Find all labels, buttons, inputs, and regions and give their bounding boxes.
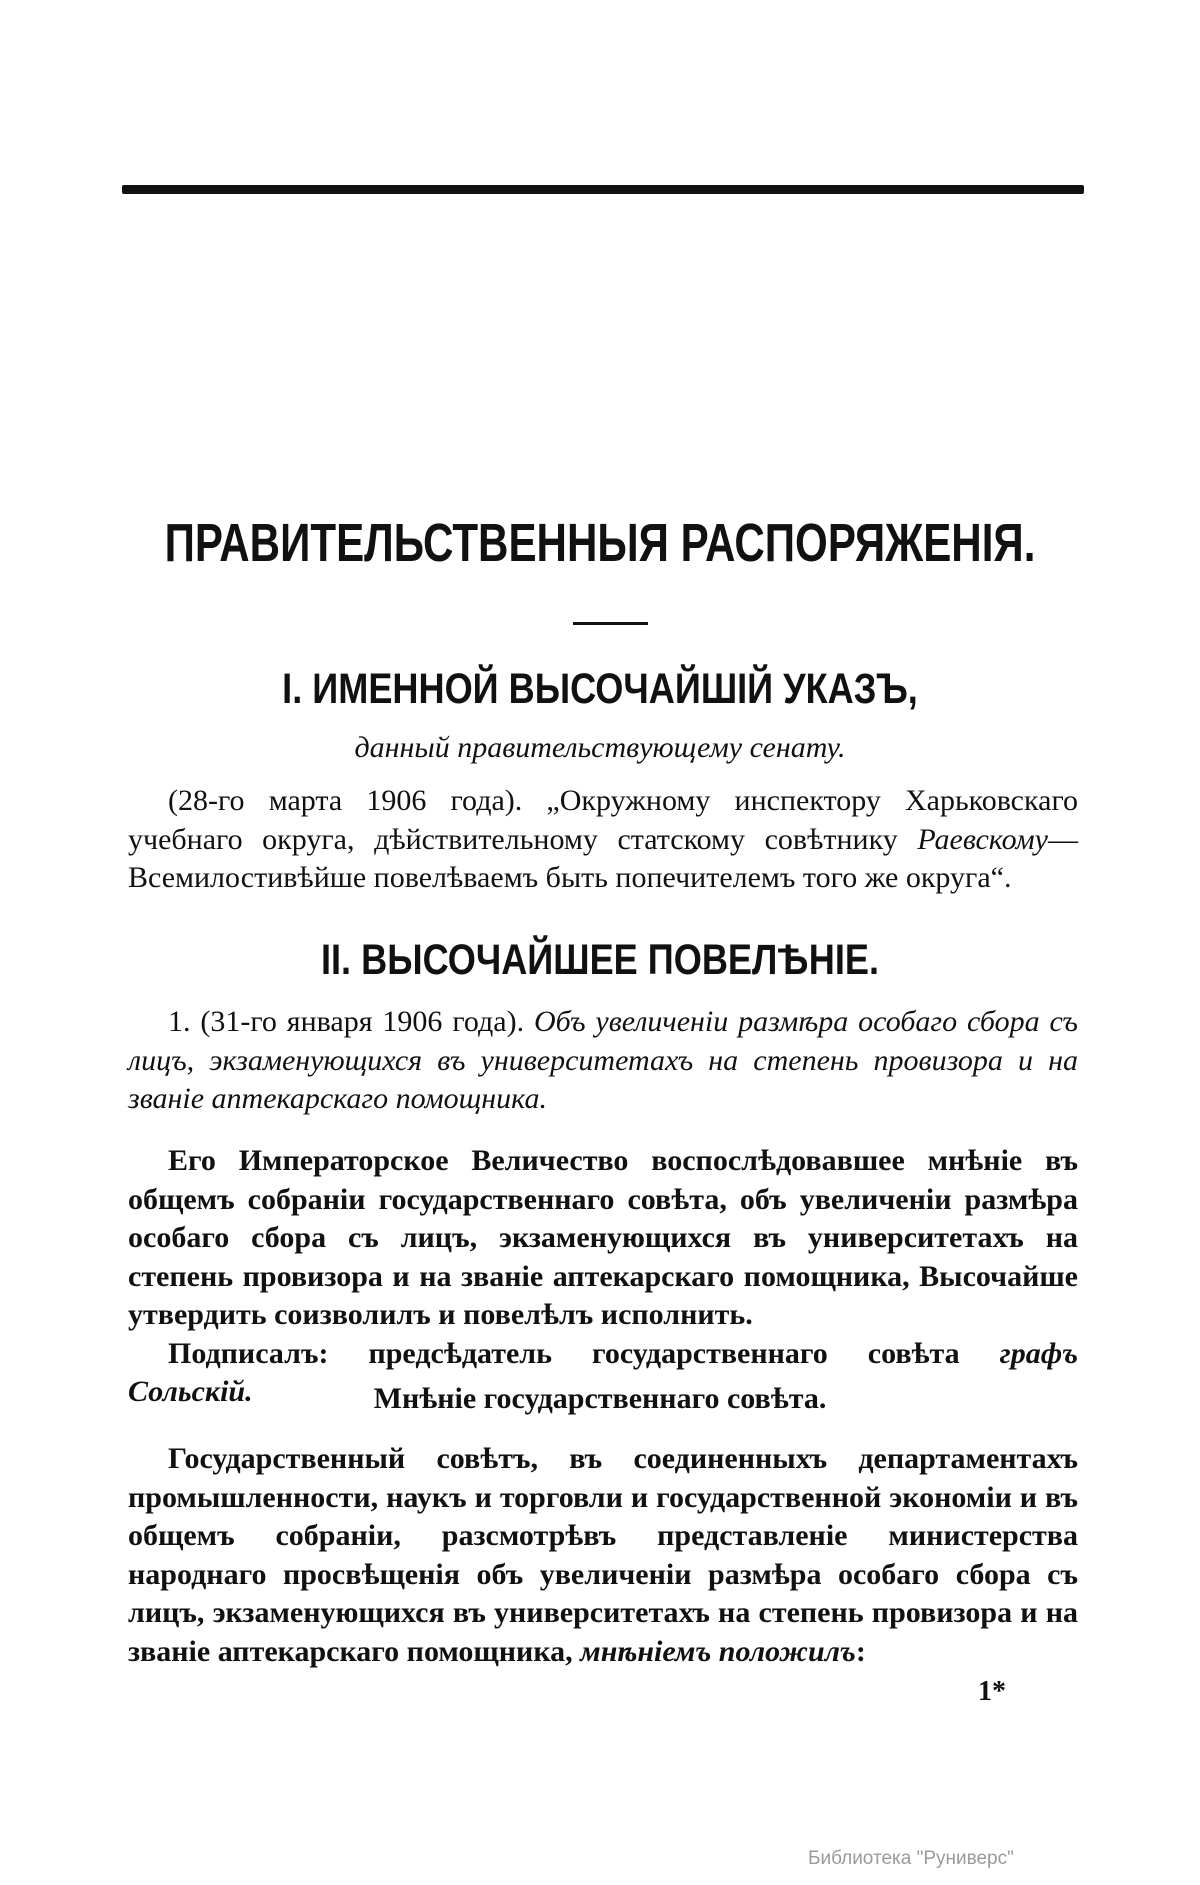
library-watermark: Библиотека "Руниверс": [808, 1848, 1014, 1869]
opinion-heading: Мнѣніе государственнаго совѣта.: [373, 1382, 827, 1415]
opinion-text-end: :: [855, 1634, 866, 1668]
page-number: 1*: [978, 1676, 1006, 1707]
signed-text: Подписалъ: предсѣдатель государственнаго совѣта: [168, 1336, 1000, 1370]
opinion-paragraph: [128, 1440, 1078, 1671]
decree-text-start: (28-го марта 1906 года). „Окружному инспектору Харьковскаго учебнаго округа, дѣйствительному статскому совѣтнику: [128, 784, 1078, 856]
section1-heading: I. ИМЕННОЙ ВЫСОЧАЙШІЙ УКАЗЪ,: [282, 665, 918, 713]
command-item-text: [128, 1003, 1078, 1119]
section1-subtitle: данный правительствующему сенату.: [354, 731, 846, 764]
signed-name: графъ Сольскій.: [128, 1336, 1078, 1408]
section2-heading: II. ВЫСОЧАЙШЕЕ ПОВЕЛѢНІЕ.: [320, 936, 880, 984]
decree-text: [128, 782, 1078, 898]
approval-text: Его Императорское Величество воспослѣдовавшее мнѣніе въ общемъ собраніи государственнаго совѣта, объ увеличеніи размѣра особаго сбора съ лицъ, экзаменующихся въ университетахъ на степень провизора и на званіе аптекарскаго помощника, Высочайше утвердить соизволилъ и повелѣлъ исполнить.: [128, 1144, 1078, 1331]
approval-paragraph: [128, 1142, 1078, 1412]
opinion-italic: мнѣніемъ положилъ: [580, 1634, 856, 1668]
decree-name: Раевскому: [917, 822, 1048, 856]
command-item-date: 1. (31-го января 1906 года).: [168, 1005, 534, 1038]
opinion-text: [128, 1440, 1078, 1671]
command-item: [128, 1003, 1078, 1119]
title-divider: [573, 622, 648, 625]
main-title: ПРАВИТЕЛЬСТВЕННЫЯ РАСПОРЯЖЕНІЯ.: [164, 513, 1036, 573]
opinion-text-start: Государственный совѣтъ, въ соединенныхъ департаментахъ промышленности, наукъ и торговли и государственной экономіи и въ общемъ собраніи, разсмотрѣвъ представленіе министерства народнаго просвѣщенія объ увеличеніи размѣра особаго сбора съ лицъ, экзаменующихся въ университетахъ на степень провизора и на званіе аптекарскаго помощника,: [128, 1442, 1078, 1668]
command-item-subject: Объ увеличеніи размѣра особаго сбора съ лицъ, экзаменующихся въ университетахъ на степень провизора и на званіе аптекарскаго помощника.: [128, 1005, 1078, 1115]
top-rule: [122, 185, 1084, 194]
section1-paragraph: [128, 782, 1078, 898]
decree-text-end: — Всемилостивѣйше повелѣваемъ быть попечителемъ того же округа“.: [128, 822, 1078, 894]
